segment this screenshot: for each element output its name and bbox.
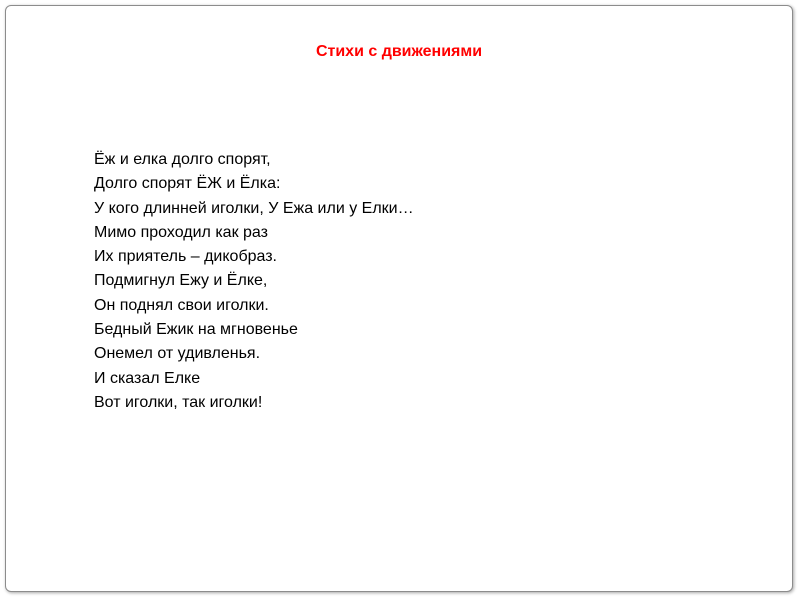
poem-line: Вот иголки, так иголки!: [94, 393, 263, 411]
poem-line: Онемел от удивленья.: [94, 345, 261, 363]
poem-line: Долго спорят ЁЖ и Ёлка:: [94, 175, 281, 193]
poem-line: Он поднял свои иголки.: [94, 296, 269, 314]
poem-line: И сказал Елке: [94, 369, 201, 387]
poem-line: Их приятель – дикобраз.: [94, 248, 277, 266]
slide: [5, 5, 793, 592]
poem-line: Ёж и елка долго спорят,: [94, 151, 271, 168]
poem-line: Подмигнул Ежу и Ёлке,: [94, 272, 268, 290]
poem-line: У кого длинней иголки, У Ежа или у Елки…: [94, 199, 414, 217]
poem-text: [94, 148, 714, 415]
poem-line: Мимо проходил как раз: [94, 223, 268, 241]
poem-line: Бедный Ежик на мгновенье: [94, 321, 298, 339]
slide-title: Стихи с движениями: [315, 43, 483, 60]
